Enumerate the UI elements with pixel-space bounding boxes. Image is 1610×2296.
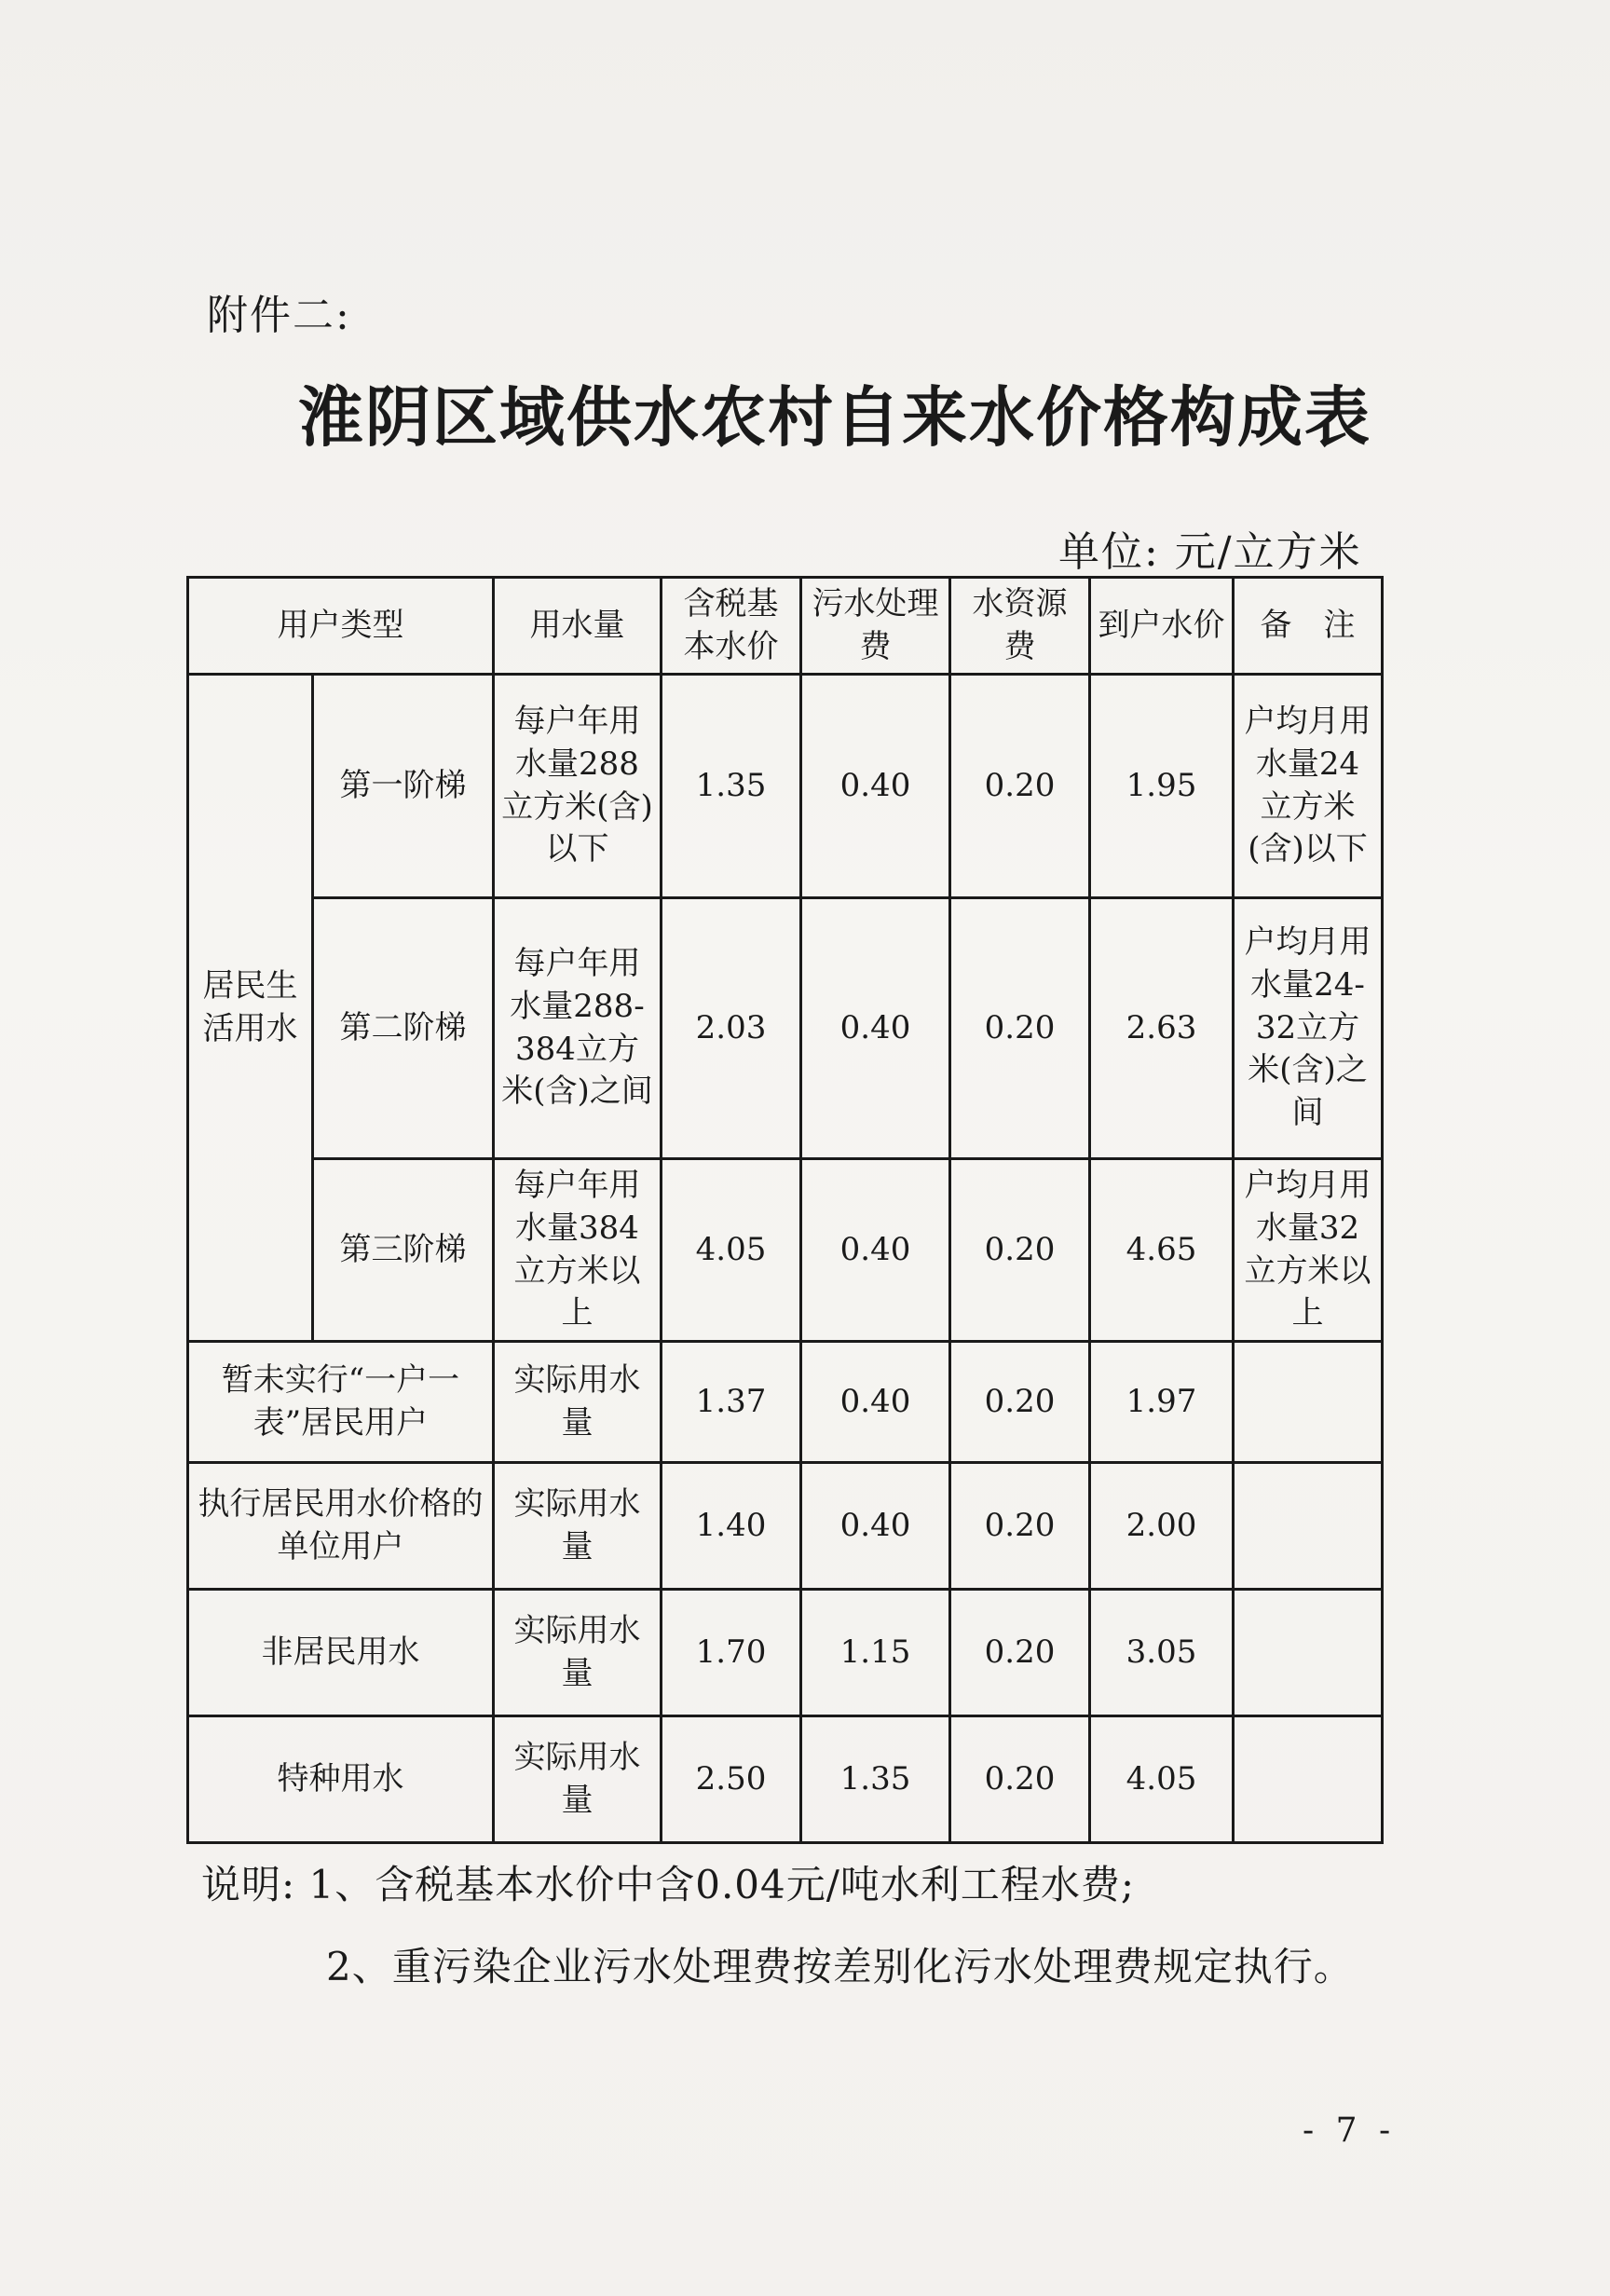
base-price-cell: 1.35 bbox=[662, 675, 801, 898]
residential-group-cell: 居民生活用水 bbox=[188, 675, 313, 1342]
sewage-fee-cell: 0.40 bbox=[801, 898, 950, 1159]
final-price-cell: 2.63 bbox=[1090, 898, 1234, 1159]
document-title: 淮阴区域供水农村自来水价格构成表 bbox=[298, 379, 1371, 456]
header-row bbox=[188, 578, 1383, 675]
volume-cell: 实际用水量 bbox=[494, 1590, 662, 1716]
remark-cell: 户均月用水量24-32立方米(含)之间 bbox=[1234, 898, 1383, 1159]
header-water-volume: 用水量 bbox=[494, 578, 662, 675]
volume-cell: 实际用水量 bbox=[494, 1342, 662, 1463]
table-row bbox=[188, 1463, 1383, 1590]
final-price-cell: 3.05 bbox=[1090, 1590, 1234, 1716]
header-base-price: 含税基本水价 bbox=[662, 578, 801, 675]
header-sewage-fee: 污水处理费 bbox=[801, 578, 950, 675]
resource-fee-cell: 0.20 bbox=[950, 1342, 1090, 1463]
page-number: - 7 - bbox=[1303, 2112, 1397, 2150]
sewage-fee-cell: 1.35 bbox=[801, 1716, 950, 1843]
resource-fee-cell: 0.20 bbox=[950, 1716, 1090, 1843]
final-price-cell: 1.97 bbox=[1090, 1342, 1234, 1463]
volume-cell: 实际用水量 bbox=[494, 1716, 662, 1843]
resource-fee-cell: 0.20 bbox=[950, 1159, 1090, 1342]
base-price-cell: 2.50 bbox=[662, 1716, 801, 1843]
base-price-cell: 2.03 bbox=[662, 898, 801, 1159]
sewage-fee-cell: 1.15 bbox=[801, 1590, 950, 1716]
user-type-cell: 暂未实行“一户一表”居民用户 bbox=[188, 1342, 494, 1463]
final-price-cell: 2.00 bbox=[1090, 1463, 1234, 1590]
header-remarks: 备 注 bbox=[1234, 578, 1383, 675]
remark-cell bbox=[1234, 1342, 1383, 1463]
tier-name: 第一阶梯 bbox=[313, 675, 494, 898]
user-type-cell: 特种用水 bbox=[188, 1716, 494, 1843]
remark-cell bbox=[1234, 1590, 1383, 1716]
table-row bbox=[188, 1159, 1383, 1342]
header-user-type: 用户类型 bbox=[188, 578, 494, 675]
resource-fee-cell: 0.20 bbox=[950, 1590, 1090, 1716]
unit-label: 单位: 元/立方米 bbox=[1058, 528, 1362, 576]
remark-cell: 户均月用水量32立方米以上 bbox=[1234, 1159, 1383, 1342]
base-price-cell: 4.05 bbox=[662, 1159, 801, 1342]
note-line-1: 说明: 1、含税基本水价中含0.04元/吨水利工程水费; bbox=[201, 1862, 1136, 1907]
user-type-cell: 执行居民用水价格的单位用户 bbox=[188, 1463, 494, 1590]
sewage-fee-cell: 0.40 bbox=[801, 1159, 950, 1342]
tier-name: 第二阶梯 bbox=[313, 898, 494, 1159]
sewage-fee-cell: 0.40 bbox=[801, 675, 950, 898]
tier-volume: 每户年用水量288立方米(含)以下 bbox=[494, 675, 662, 898]
final-price-cell: 1.95 bbox=[1090, 675, 1234, 898]
user-type-cell: 非居民用水 bbox=[188, 1590, 494, 1716]
price-table bbox=[186, 576, 1384, 1844]
remark-cell bbox=[1234, 1463, 1383, 1590]
table-row bbox=[188, 1716, 1383, 1843]
header-resource-fee: 水资源费 bbox=[950, 578, 1090, 675]
header-final-price: 到户水价 bbox=[1090, 578, 1234, 675]
final-price-cell: 4.05 bbox=[1090, 1716, 1234, 1843]
base-price-cell: 1.40 bbox=[662, 1463, 801, 1590]
tier-name: 第三阶梯 bbox=[313, 1159, 494, 1342]
table-row bbox=[188, 1342, 1383, 1463]
remark-cell bbox=[1234, 1716, 1383, 1843]
resource-fee-cell: 0.20 bbox=[950, 898, 1090, 1159]
base-price-cell: 1.70 bbox=[662, 1590, 801, 1716]
resource-fee-cell: 0.20 bbox=[950, 1463, 1090, 1590]
base-price-cell: 1.37 bbox=[662, 1342, 801, 1463]
sewage-fee-cell: 0.40 bbox=[801, 1342, 950, 1463]
table-row bbox=[188, 1590, 1383, 1716]
tier-volume: 每户年用水量384立方米以上 bbox=[494, 1159, 662, 1342]
resource-fee-cell: 0.20 bbox=[950, 675, 1090, 898]
remark-cell: 户均月用水量24立方米(含)以下 bbox=[1234, 675, 1383, 898]
table-row bbox=[188, 898, 1383, 1159]
final-price-cell: 4.65 bbox=[1090, 1159, 1234, 1342]
attachment-label: 附件二: bbox=[207, 292, 351, 339]
table-row bbox=[188, 675, 1383, 898]
tier-volume: 每户年用水量288-384立方米(含)之间 bbox=[494, 898, 662, 1159]
sewage-fee-cell: 0.40 bbox=[801, 1463, 950, 1590]
volume-cell: 实际用水量 bbox=[494, 1463, 662, 1590]
note-line-2: 2、重污染企业污水处理费按差别化污水处理费规定执行。 bbox=[326, 1944, 1354, 1989]
